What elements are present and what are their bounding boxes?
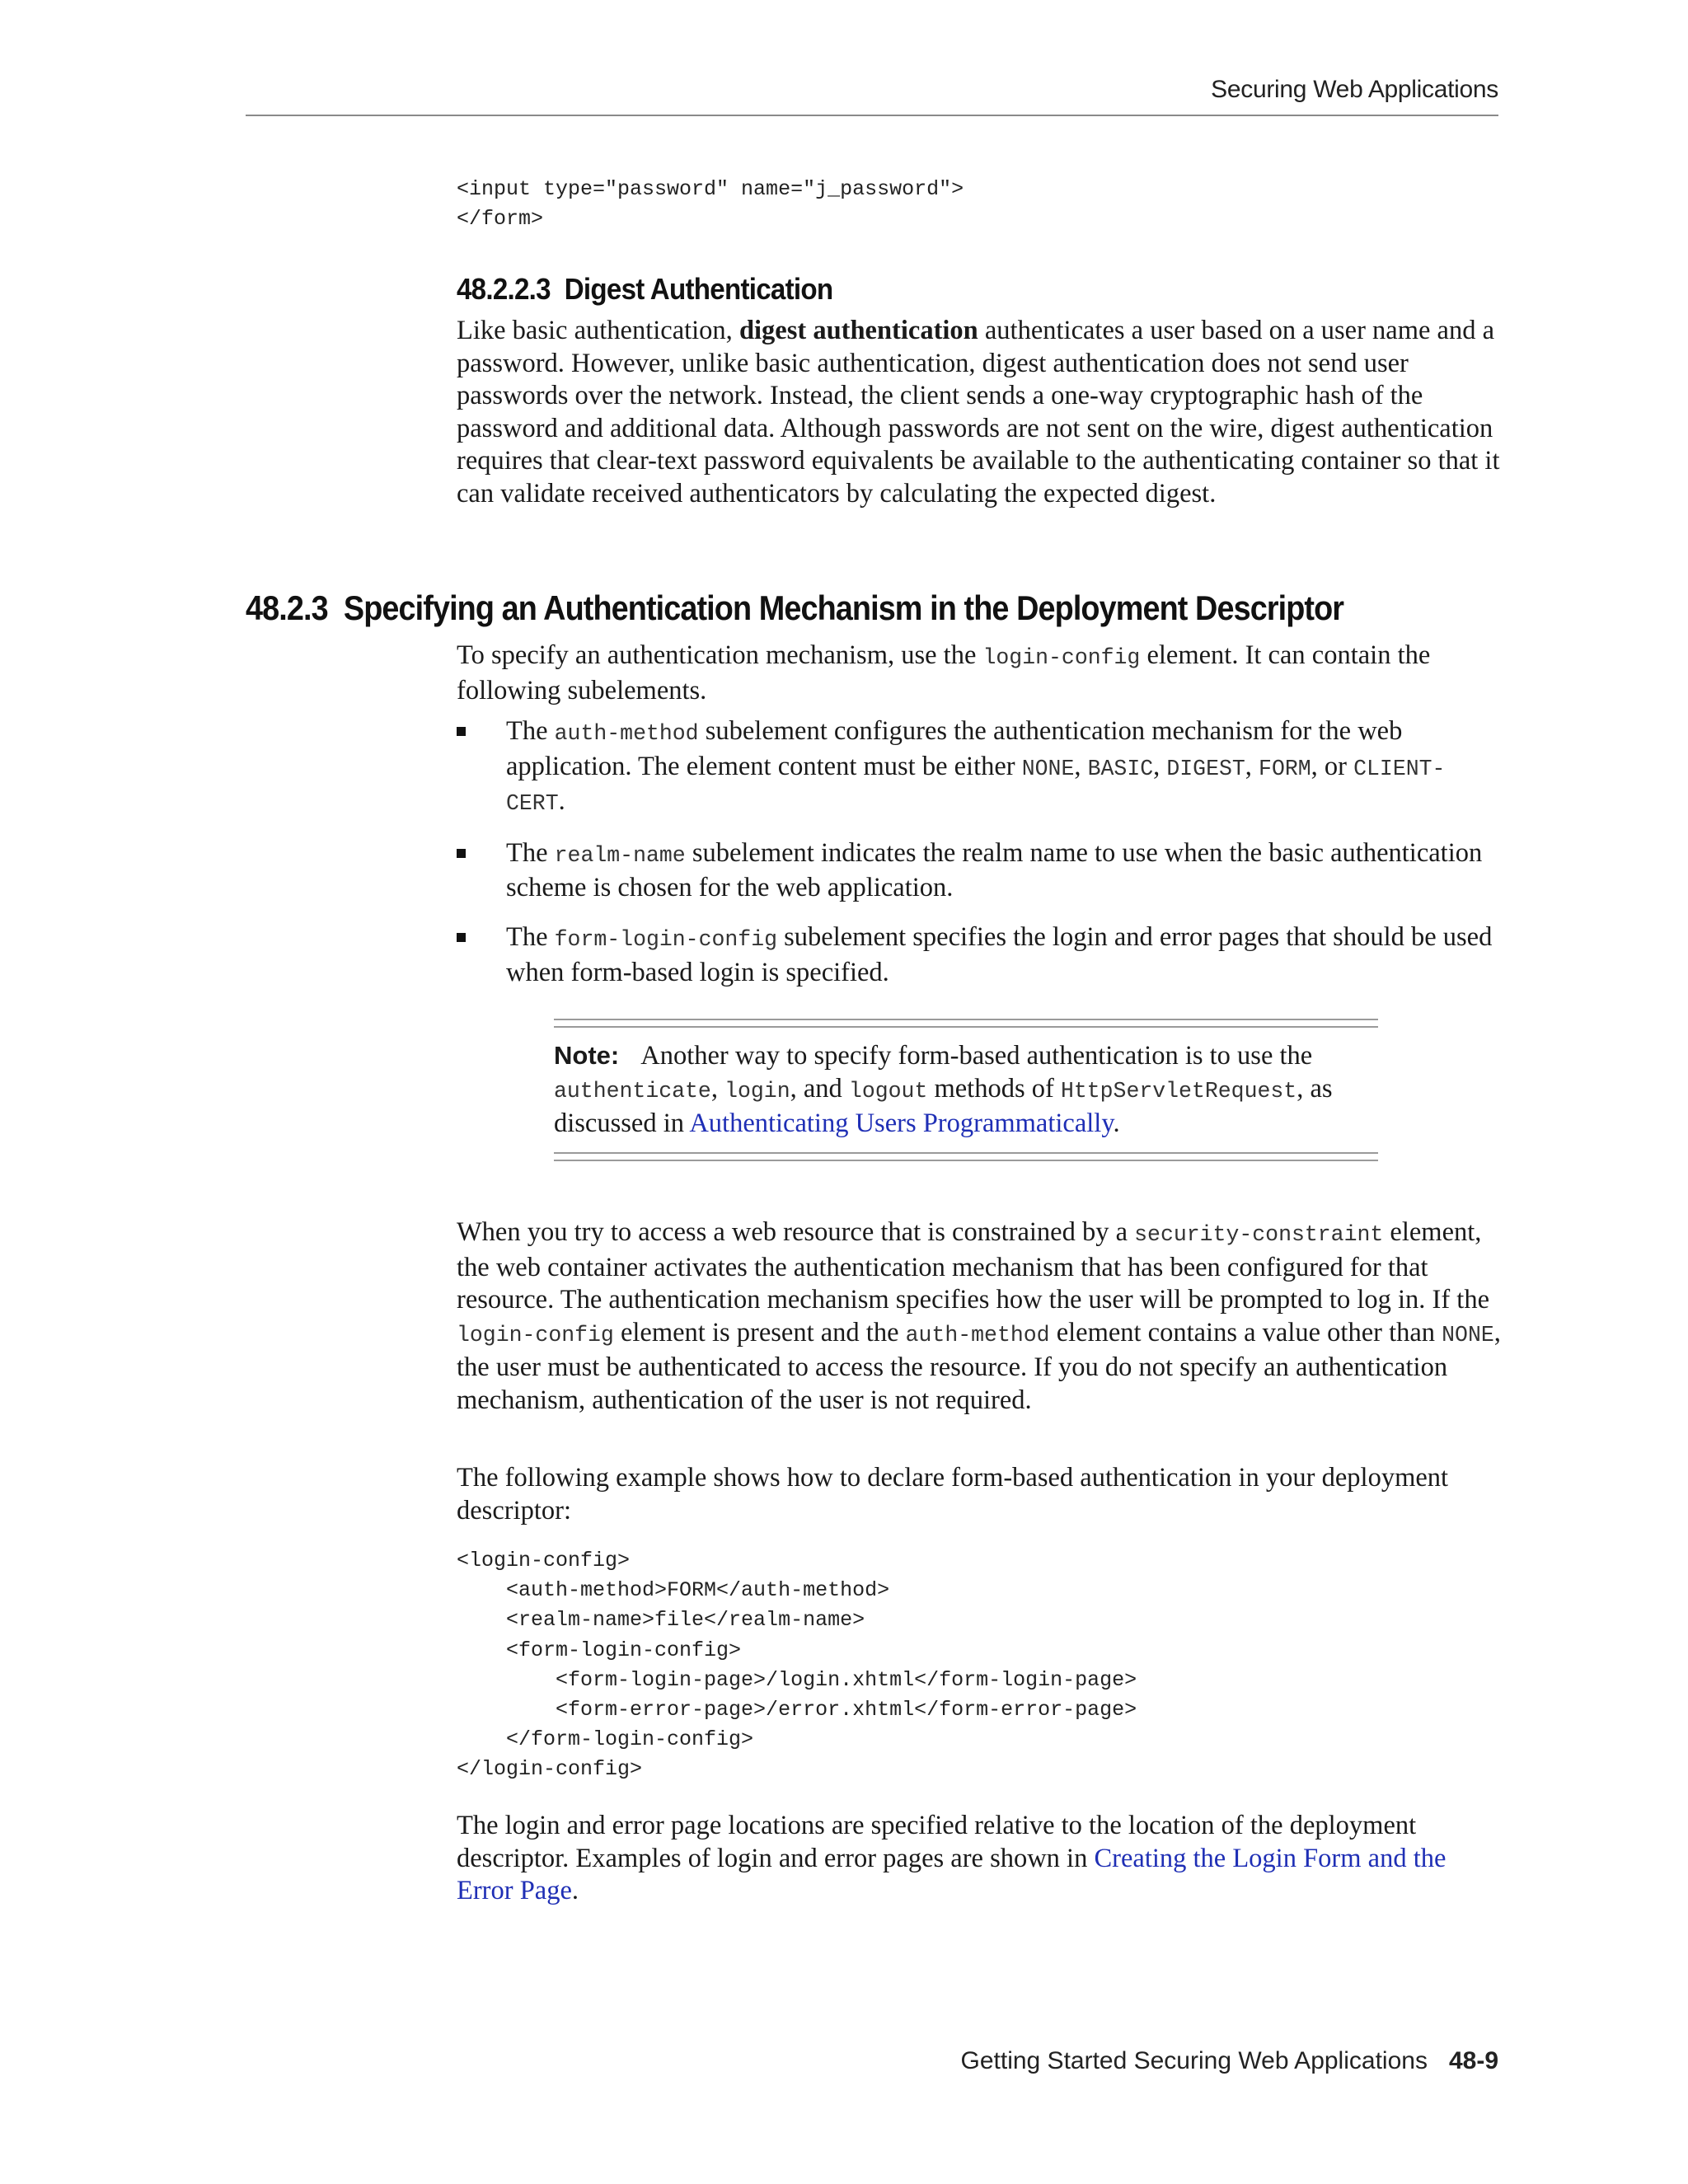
code-line: <realm-name>file</realm-name> [457, 1608, 865, 1633]
code-realm-name: realm-name [554, 842, 686, 868]
code-line: <form-login-config> [457, 1638, 742, 1662]
code-block-form-end [457, 175, 964, 234]
bullet-square-icon [457, 727, 466, 736]
subsection-heading-digest [457, 272, 832, 307]
code-login-config: login-config [982, 645, 1141, 670]
page-number: 48-9 [1448, 2047, 1498, 2074]
page-footer [961, 2047, 1499, 2075]
term-digest-authentication: digest authentication [738, 316, 978, 345]
code-line: </form-login-config> [457, 1727, 754, 1752]
code-auth-method: auth-method [554, 721, 699, 746]
code-line: </form> [457, 207, 544, 232]
example-intro-paragraph: The following example shows how to declare form-based authentication in your deployment descriptor: [457, 1463, 1449, 1526]
list-item: The auth-method subelement configures the authentication mechanism for the web application. The element content must be either NONE, BASIC, DIGEST, FORM, or CLIENT-CERT. [457, 715, 1503, 821]
list-item: The form-login-config subelement specifies the login and error pages that should be used when form-based login is specified. [457, 921, 1503, 989]
subelement-list [457, 715, 1503, 1005]
note-label: Note: [554, 1041, 620, 1070]
section-number: 48.2.3 [246, 588, 328, 627]
header-rule [246, 115, 1498, 116]
code-line: <form-login-page>/login.xhtml</form-login-page> [457, 1667, 1137, 1692]
code-line: <form-error-page>/error.xhtml</form-error-page> [457, 1698, 1137, 1722]
bullet-square-icon [457, 849, 466, 858]
access-paragraph: When you try to access a web resource that is constrained by a security-constraint element, the web container activates the authentication mechanism that has been configured for that resource. The authentication mechanism specifies how the user will be prompted to log in. If the login-config element is present and the auth-method element contains a value other than NONE, the user must be authenticated to access the resource. If you do not specify an authentication mechanism, authentication of the user is not required. [457, 1217, 1501, 1415]
final-paragraph: The login and error page locations are specified relative to the location of the deployment descriptor. Examples of login and error pages are shown in Creating the Login Form and the Error Page. [457, 1811, 1447, 1906]
note-bottom-rule [554, 1152, 1378, 1161]
subsection-title: Digest Authentication [564, 272, 833, 306]
subsection-number: 48.2.2.3 [457, 272, 551, 306]
running-header: Securing Web Applications [1211, 76, 1498, 103]
link-authenticating-users-programmatically[interactable]: Authenticating Users Programmatically [689, 1108, 1114, 1139]
list-item: The realm-name subelement indicates the realm name to use when the basic authentication scheme is chosen for the web application. [457, 837, 1503, 905]
bullet-square-icon [457, 933, 466, 942]
digest-paragraph: Like basic authentication, digest authentication authenticates a user based on a user name and a password. However, unlike basic authentication, digest authentication does not send user passwords over the network. Instead, the client sends a one-way cryptographic hash of the password and additional data. Although passwords are not sent on the wire, digest authentication requires that clear-text password equivalents be available to the authenticating container so that it can validate received authenticators by calculating the expected digest. [457, 316, 1500, 509]
code-block-login-config [457, 1546, 1137, 1785]
section-intro-paragraph: To specify an authentication mechanism, use the login-config element. It can contain the following subelements. [457, 640, 1431, 705]
link-creating-login-form[interactable]: Creating the Login Form and the Error Page [457, 1843, 1447, 1906]
note-top-rule [554, 1019, 1378, 1028]
code-line: <input type="password" name="j_password"> [457, 177, 964, 201]
code-line: <login-config> [457, 1549, 631, 1572]
code-line: <auth-method>FORM</auth-method> [457, 1578, 890, 1603]
note-text: Note: Another way to specify form-based authentication is to use the authenticate, login, and logout methods of HttpServletRequest, as discussed in Authenticating Users Programmatically. [554, 1041, 1333, 1139]
code-line: </login-config> [457, 1757, 643, 1782]
note-box [554, 1019, 1378, 1161]
section-heading [246, 588, 1343, 628]
section-title: Specifying an Authentication Mechanism in the Deployment Descriptor [343, 588, 1344, 627]
footer-title: Getting Started Securing Web Applications [960, 2047, 1428, 2074]
code-form-login-config: form-login-config [554, 926, 778, 952]
